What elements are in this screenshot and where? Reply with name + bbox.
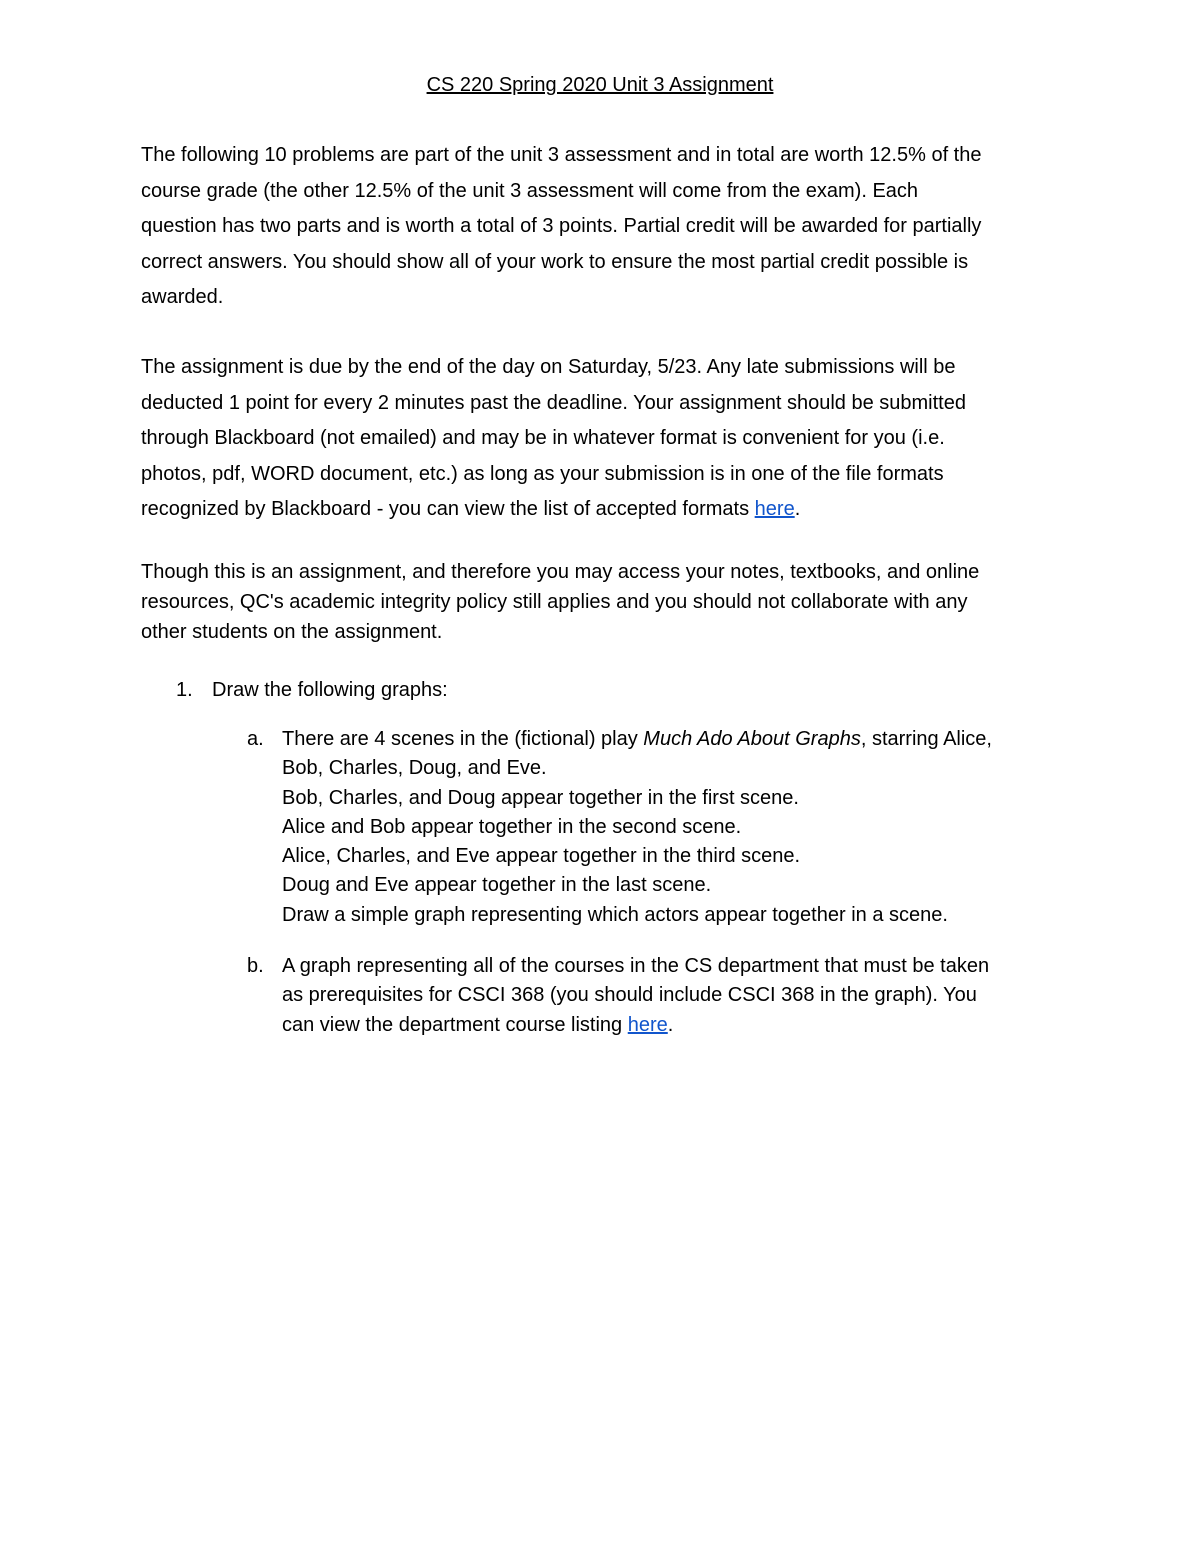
due-last-line-text: recognized by Blackboard - you can view the list of accepted formats — [141, 498, 755, 520]
due-line: photos, pdf, WORD document, etc.) as long as your submission is in one of the file formats — [141, 462, 944, 485]
intro-line: correct answers. You should show all of your work to ensure the most partial credit possible is — [141, 250, 969, 273]
question-1a-line: Alice and Bob appear together in the second scene. — [282, 815, 742, 838]
question-1b-period: . — [667, 1013, 674, 1036]
play-title: Much Ado About Graphs — [643, 728, 861, 750]
due-line: The assignment is due by the end of the day on Saturday, 5/23. Any late submissions will be — [141, 356, 956, 378]
integrity-paragraph — [141, 557, 1071, 647]
question-1a-marker: a. — [247, 728, 264, 750]
question-1a-line: Bob, Charles, and Doug appear together in the first scene. — [282, 786, 799, 809]
integrity-line: resources, QC's academic integrity policy still applies and you should not collaborate with any — [141, 591, 968, 613]
question-1b-line: A graph representing all of the courses in the CS department that must be taken — [282, 955, 990, 977]
question-1b-line: as prerequisites for CSCI 368 (you should include CSCI 368 in the graph). You — [282, 984, 977, 1007]
course-listing-link[interactable]: here — [627, 1013, 668, 1036]
question-1a-line: Draw a simple graph representing which actors appear together in a scene. — [282, 903, 948, 926]
intro-line: The following 10 problems are part of the unit 3 assessment and in total are worth 12.5% of the — [141, 144, 982, 166]
question-1a-line: Doug and Eve appear together in the last scene. — [282, 874, 712, 897]
question-1a-starring-text: , starring Alice, — [860, 728, 992, 750]
intro-paragraph — [141, 138, 1071, 316]
question-1a-intro-text: There are 4 scenes in the (fictional) play — [282, 728, 644, 750]
question-1b-body — [282, 952, 989, 1040]
intro-line: course grade (the other 12.5% of the unit 3 assessment will come from the exam). Each — [141, 179, 919, 202]
due-period: . — [794, 498, 801, 520]
question-1a-line: Alice, Charles, and Eve appear together in the third scene. — [282, 845, 801, 868]
due-date-paragraph — [141, 350, 1071, 528]
question-1b-last-line-text: can view the department course listing — [282, 1013, 628, 1036]
question-1b-line-with-link — [282, 1011, 989, 1040]
question-1a-line: Bob, Charles, Doug, and Eve. — [282, 757, 547, 780]
question-1-number: 1. — [176, 679, 193, 701]
accepted-formats-link[interactable]: here — [754, 498, 795, 520]
due-line-with-link — [141, 492, 1071, 528]
integrity-line: Though this is an assignment, and therefore you may access your notes, textbooks, and online — [141, 561, 980, 583]
intro-line: question has two parts and is worth a total of 3 points. Partial credit will be awarded for partially — [141, 215, 982, 237]
due-line: through Blackboard (not emailed) and may be in whatever format is convenient for you (i.e. — [141, 427, 945, 449]
assignment-title: CS 220 Spring 2020 Unit 3 Assignment — [426, 74, 774, 96]
integrity-line: other students on the assignment. — [141, 621, 443, 643]
question-1a-body — [282, 725, 992, 930]
intro-line: awarded. — [141, 286, 224, 308]
question-1a-first-line — [282, 725, 992, 754]
question-1b-marker: b. — [247, 955, 264, 977]
question-1-text: Draw the following graphs: — [212, 679, 448, 701]
due-line: deducted 1 point for every 2 minutes past the deadline. Your assignment should be submitted — [141, 391, 966, 414]
